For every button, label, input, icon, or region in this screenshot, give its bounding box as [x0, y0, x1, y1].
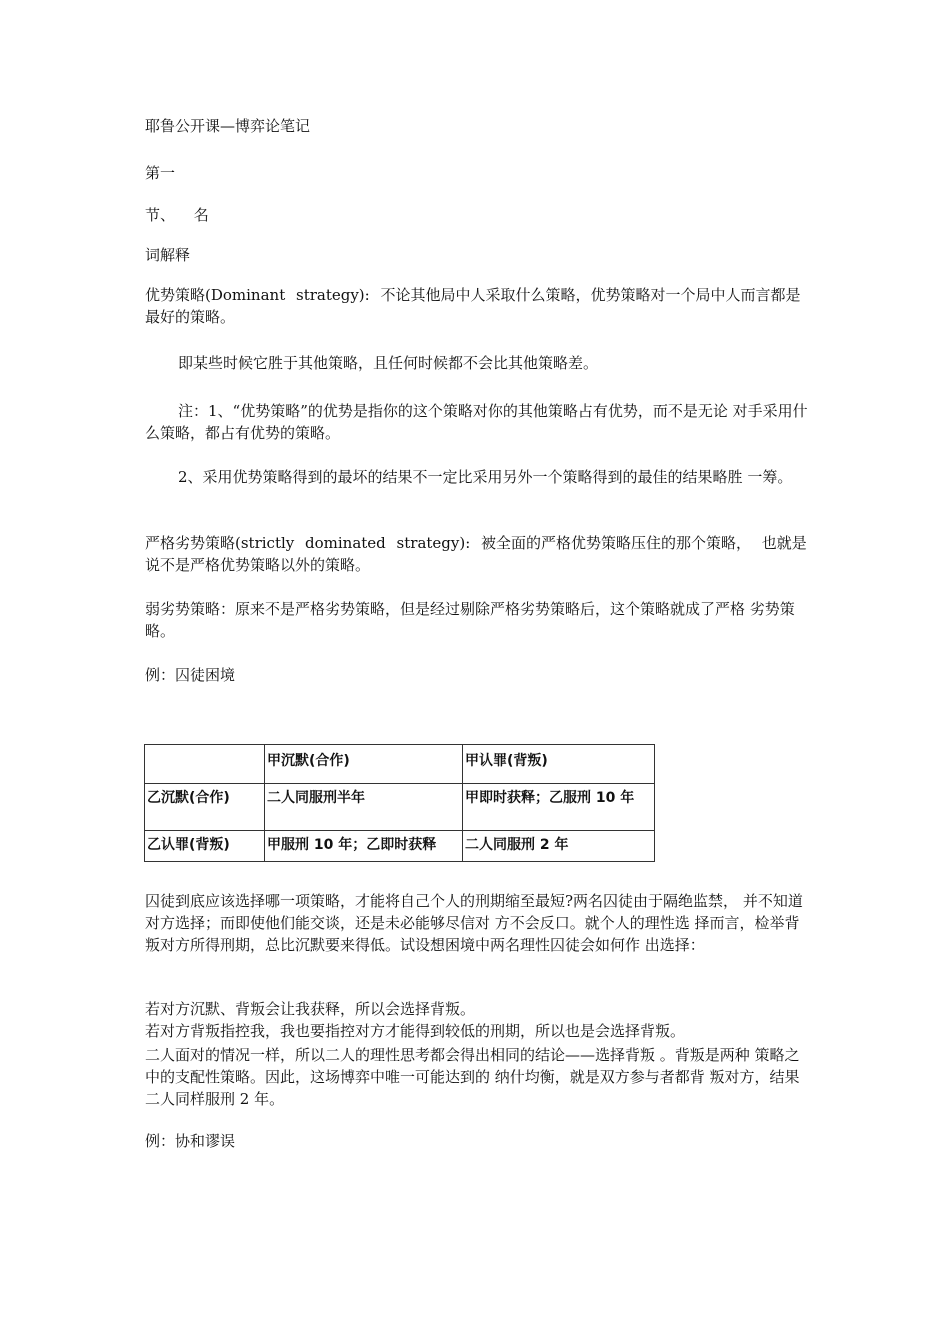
- example-heading-concorde: 例：协和谬误: [145, 1132, 236, 1150]
- dominant-strategy-definition: 优势策略(Dominant strategy): 不论其他局中人采取什么策略，优势策略对一个局中人而言都是最好的策略。: [145, 286, 801, 326]
- table-header-cell: 甲沉默(合作): [265, 745, 463, 784]
- table-header-row: [145, 745, 655, 784]
- table-cell: 甲即时获释；乙服刑 10 年: [463, 784, 655, 831]
- dominant-strategy-note: 即某些时候它胜于其他策略，且任何时候都不会比其他策略差。: [178, 354, 599, 372]
- strictly-dominated-definition: 严格劣势策略(strictly dominated strategy): 被全面的严格优势策略压住的那个策略， 也就是说不是严格优势策略以外的策略。: [145, 534, 807, 574]
- reasoning-line-2: 若对方背叛指控我，我也要指控对方才能得到较低的刑期，所以也是会选择背叛。: [145, 1022, 686, 1040]
- nash-equilibrium-paragraph: 二人面对的情况一样，所以二人的理性思考都会得出相同的结论——选择背叛 。背叛是两种 策略之中的支配性策略。因此，这场博弈中唯一可能达到的 纳什均衡，就是双方参与者都背 叛对方，结果二人同样服刑 2 年。: [145, 1046, 800, 1108]
- example-heading-prisoners: 例：囚徒困境: [145, 666, 236, 684]
- payoff-table: [144, 744, 655, 862]
- table-cell: 二人同服刑 2 年: [463, 831, 655, 862]
- reasoning-line-1: 若对方沉默、背叛会让我获释，所以会选择背叛。: [145, 1000, 476, 1018]
- doc-title: 耶鲁公开课—博弈论笔记: [145, 117, 311, 135]
- table-header-cell: [145, 745, 265, 784]
- table-row: [145, 784, 655, 831]
- dominant-strategy-note-2: 2、采用优势策略得到的最坏的结果不一定比采用另外一个策略得到的最佳的结果略胜 一筹。: [178, 468, 793, 486]
- section-heading-line1: 第一: [145, 164, 176, 182]
- table-row: [145, 831, 655, 862]
- prisoners-dilemma-paragraph: 囚徒到底应该选择哪一项策略，才能将自己个人的刑期缩至最短?两名囚徒由于隔绝监禁， 并不知道对方选择；而即使他们能交谈，还是未必能够尽信对 方不会反口。就个人的理性选 择而言，检举背叛对方所得刑期，总比沉默要来得低。试设想困境中两名理性囚徒会如何作 出选择：: [145, 892, 803, 954]
- table-cell: 二人同服刑半年: [265, 784, 463, 831]
- section-heading-line3: 词解释: [145, 246, 191, 264]
- weakly-dominated-definition: 弱劣势策略：原来不是严格劣势策略，但是经过剔除严格劣势策略后，这个策略就成了严格 劣势策略。: [145, 600, 795, 640]
- table-cell: 乙沉默(合作): [145, 784, 265, 831]
- dominant-strategy-note-1: 注：1、“优势策略”的优势是指你的这个策略对你的其他策略占有优势，而不是无论 对手采用什么策略，都占有优势的策略。: [145, 402, 808, 442]
- section-heading-line2: 节、 名: [145, 206, 209, 224]
- table-cell: 甲服刑 10 年；乙即时获释: [265, 831, 463, 862]
- table-cell: 乙认罪(背叛): [145, 831, 265, 862]
- table-header-cell: 甲认罪(背叛): [463, 745, 655, 784]
